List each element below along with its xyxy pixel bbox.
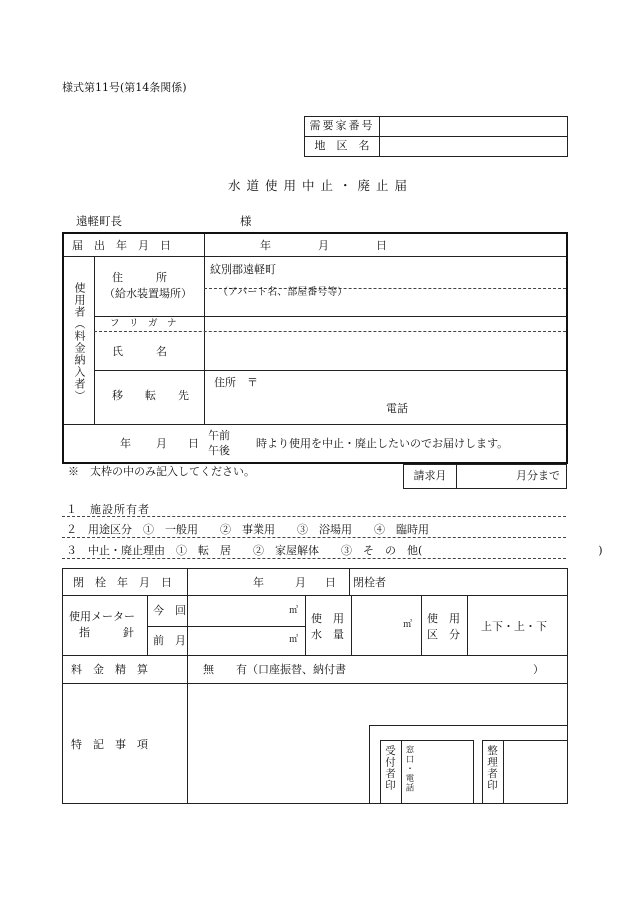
- addressee-honorific: 様: [240, 214, 252, 228]
- stop-text: 時より使用を中止・廃止したいのでお届けします。: [256, 437, 509, 450]
- last-month-label: 前 月: [153, 634, 186, 647]
- close-date-label: 閉 栓 年 月 日: [73, 576, 172, 589]
- move-address[interactable]: 住所 〒: [214, 376, 258, 389]
- usage-class-line[interactable]: ２ 用途区分 ① 一般用 ② 事業用 ③ 浴場用 ④ 臨時用: [66, 523, 429, 536]
- meter-label: 使用メーター: [69, 610, 135, 623]
- address-sublabel: （給水装置場所）: [104, 287, 192, 300]
- billing-label: 請求月: [404, 465, 457, 489]
- address-value[interactable]: 紋別郡遠軽町: [210, 263, 276, 276]
- page-title: 水道使用中止・廃止届: [228, 178, 414, 193]
- billing-field[interactable]: [457, 465, 567, 489]
- window-phone-label: 窓口・電話: [404, 745, 414, 793]
- billing-box: [403, 464, 567, 489]
- meter-sublabel: 指 針: [79, 626, 134, 639]
- close-year: 年: [253, 576, 264, 589]
- furigana-label: フ リ ガ ナ: [110, 318, 177, 329]
- name-label: 氏 名: [112, 345, 167, 358]
- unit-this-time: ㎥: [289, 606, 299, 616]
- customer-no-label: 需要家番号: [305, 117, 380, 137]
- fee-label: 料 金 精 算: [71, 663, 148, 676]
- billing-suffix: 月分まで: [516, 469, 560, 483]
- remarks-label: 特 記 事 項: [71, 738, 148, 751]
- submit-date-label: 届 出 年 月 日: [72, 239, 171, 252]
- address-label: 住 所: [112, 271, 167, 284]
- receiver-stamp-box[interactable]: [380, 740, 474, 804]
- note: ※ 太枠の中のみ記入してください。: [68, 465, 255, 478]
- remarks-field[interactable]: [188, 684, 566, 724]
- class-label: 使 用: [427, 612, 460, 625]
- submit-date-day: 日: [376, 239, 387, 252]
- user-label: 使用者（料金納入者）: [73, 282, 86, 402]
- submit-date-month: 月: [318, 239, 329, 252]
- header-box: [304, 116, 568, 157]
- usage-sublabel: 水 量: [311, 628, 344, 641]
- stop-month: 月: [156, 437, 167, 450]
- closer-label: 閉栓者: [353, 576, 386, 589]
- reason-line[interactable]: ３ 中止・廃止理由 ① 転 居 ② 家屋解体 ③ そ の 他( ): [66, 544, 603, 557]
- move-label: 移 転 先: [112, 389, 189, 402]
- organizer-stamp-label: 整理者印: [486, 745, 498, 791]
- form-number: 様式第11号(第14条関係): [62, 81, 187, 94]
- district-label: 地 区 名: [305, 137, 380, 157]
- class-sublabel: 区 分: [427, 628, 460, 641]
- close-month: 月: [295, 576, 306, 589]
- organizer-stamp-box[interactable]: [482, 740, 568, 804]
- addressee-name: 遠軽町長: [76, 214, 122, 228]
- district-field[interactable]: [380, 137, 568, 157]
- customer-no-field[interactable]: [380, 117, 568, 137]
- move-phone[interactable]: 電話: [386, 402, 408, 415]
- owner-line[interactable]: １ 施設所有者: [66, 503, 150, 516]
- receiver-stamp-label: 受付者印: [384, 745, 396, 791]
- usage-label: 使 用: [311, 612, 344, 625]
- address-hint: （アパート名、部屋番号等）: [218, 287, 348, 298]
- stop-year: 年: [120, 437, 131, 450]
- fee-value[interactable]: 無 有（口座振替、納付書 ）: [203, 663, 544, 676]
- submit-date-year: 年: [260, 239, 271, 252]
- unit-usage: ㎥: [403, 620, 413, 630]
- close-day: 日: [325, 576, 336, 589]
- this-time-label: 今 回: [153, 604, 186, 617]
- pm-label[interactable]: 午後: [208, 444, 230, 457]
- am-label[interactable]: 午前: [208, 429, 230, 442]
- stop-day: 日: [188, 437, 199, 450]
- class-value[interactable]: 上下・上・下: [481, 620, 547, 633]
- main-form-box: [62, 232, 568, 464]
- unit-last-month: ㎥: [289, 635, 299, 645]
